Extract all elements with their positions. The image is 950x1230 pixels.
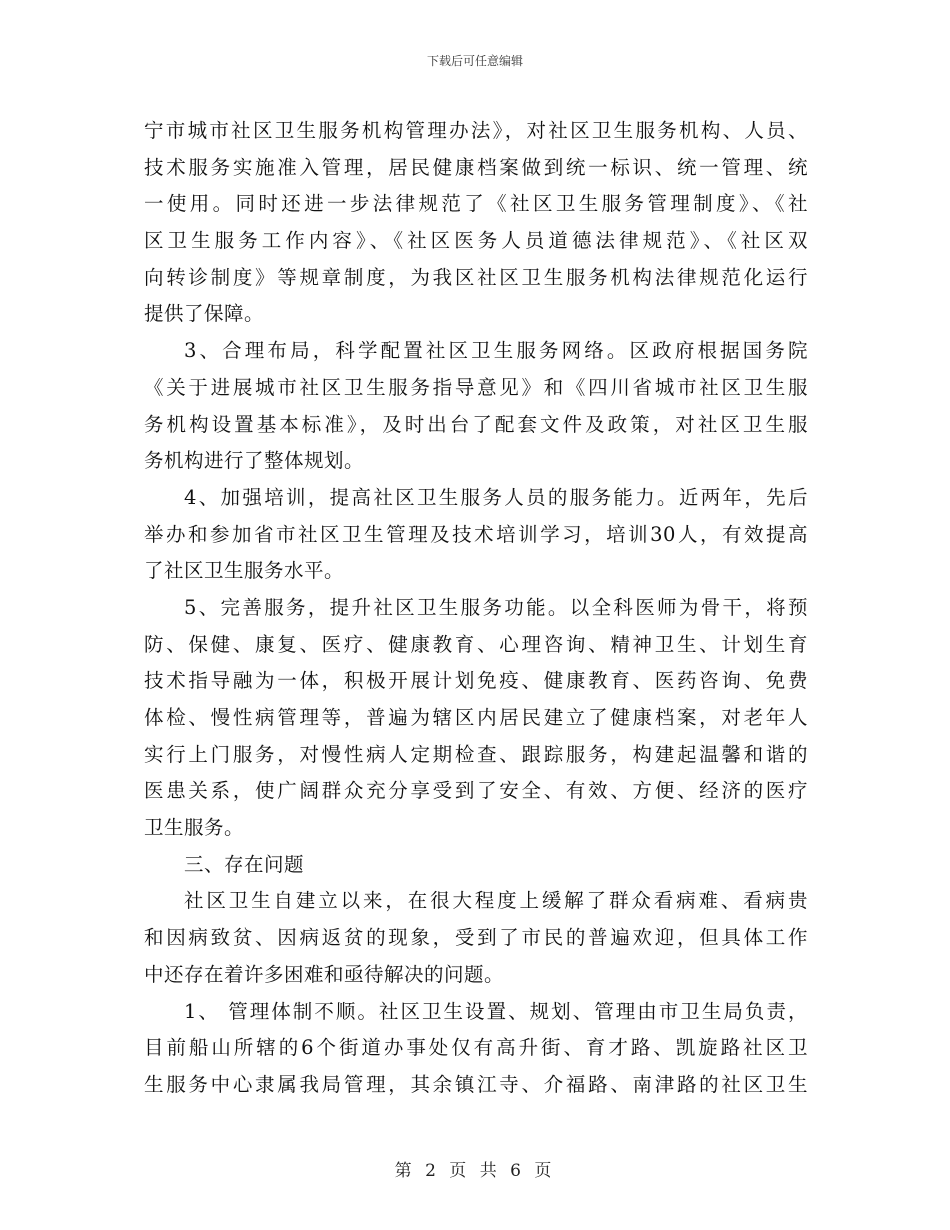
text-line: 中还存在着许多困难和亟待解决的问题。: [144, 962, 505, 986]
text-line: 实行上门服务，对慢性病人定期检查、跟踪服务，构建起温馨和谐的: [144, 742, 808, 766]
text-line: 1、 管理体制不顺。社区卫生设置、规划、管理由市卫生局负责，: [184, 999, 808, 1023]
page-header-note: 下载后可任意编辑: [426, 54, 523, 68]
text-line: 4、加强培训，提高社区卫生服务人员的服务能力。近两年，先后: [184, 485, 808, 509]
text-line: 目前船山所辖的6个街道办事处仅有高升街、育才路、凯旋路社区卫: [144, 1036, 808, 1060]
text-line: 卫生服务。: [144, 816, 245, 840]
text-line: 《关于进展城市社区卫生服务指导意见》和《四川省城市社区卫生服: [144, 375, 808, 399]
text-line: 务机构设置基本标准》，及时出台了配套文件及政策，对社区卫生服: [144, 412, 808, 436]
text-line: 技术指导融为一体，积极开展计划免疫、健康教育、医药咨询、免费: [144, 669, 808, 693]
text-line: 社区卫生自建立以来，在很大程度上缓解了群众看病难、看病贵: [184, 889, 808, 913]
text-line: 举办和参加省市社区卫生管理及技术培训学习，培训30人，有效提高: [144, 522, 808, 546]
text-line: 提供了保障。: [144, 302, 265, 326]
text-line: 生服务中心隶属我局管理，其余镇江寺、介福路、南津路的社区卫生: [144, 1072, 808, 1096]
page-number: 第 2 页 共 6 页: [394, 1161, 556, 1181]
text-line: 和因病致贫、因病返贫的现象，受到了市民的普遍欢迎，但具体工作: [144, 926, 808, 950]
text-line: 5、完善服务，提升社区卫生服务功能。以全科医师为骨干，将预: [184, 595, 808, 619]
text-line: 技术服务实施准入管理，居民健康档案做到统一标识、统一管理、统: [144, 155, 808, 179]
text-line: 防、保健、康复、医疗、健康教育、心理咨询、精神卫生、计划生育: [144, 632, 808, 656]
text-line: 了社区卫生服务水平。: [144, 559, 345, 583]
section-heading: 三、存在问题: [184, 852, 305, 876]
text-line: 务机构进行了整体规划。: [144, 449, 365, 473]
text-line: 3、合理布局，科学配置社区卫生服务网络。区政府根据国务院: [184, 339, 808, 363]
text-line: 宁市城市社区卫生服务机构管理办法》，对社区卫生服务机构、人员、: [144, 119, 808, 142]
text-line: 一使用。同时还进一步法律规范了《社区卫生服务管理制度》、《社: [144, 192, 808, 216]
text-line: 医患关系，使广阔群众充分享受到了安全、有效、方便、经济的医疗: [144, 779, 808, 803]
document-body: [144, 113, 808, 1104]
text-line: 向转诊制度》等规章制度，为我区社区卫生服务机构法律规范化运行: [144, 265, 808, 289]
text-line: 体检、慢性病管理等，普遍为辖区内居民建立了健康档案，对老年人: [144, 706, 808, 729]
text-line: 区卫生服务工作内容》、《社区医务人员道德法律规范》、《社区双: [144, 229, 808, 253]
